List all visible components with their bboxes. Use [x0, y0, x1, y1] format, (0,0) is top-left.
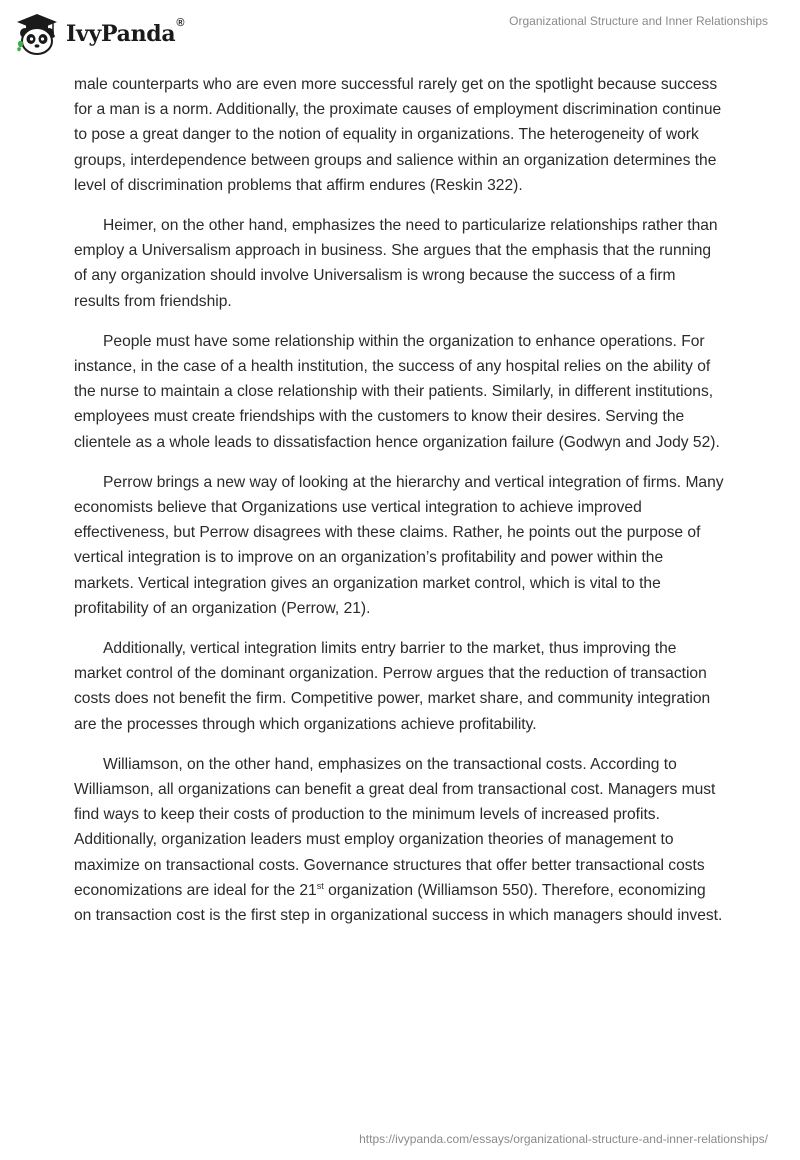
page-header: [0, 0, 800, 70]
essay-body: [74, 72, 724, 943]
paragraph-text: Williamson, on the other hand, emphasizes on the transactional costs. According to Williamson, all organizations can benefit a great deal from transactional cost. Managers must find ways to keep their costs of production to the minimum levels of increased profits. Additionally, organization leaders must employ organization theories of management to maximize on transactional costs. Governance structures that offer better transactional costs economizations are ideal for the 21: [74, 755, 716, 899]
panda-graduation-cap-icon: [14, 11, 60, 57]
paragraph-text: male counterparts who are even more successful rarely get on the spotlight because success for a man is a norm. Additionally, the proximate causes of employment discrimination continue to pose a great danger to the notion of equality in organizations. The heterogeneity of work groups, interdependence between groups and salience within an organization determines the level of discrimination problems that affirm endures (Reskin 322).: [74, 76, 722, 194]
registered-mark: ®: [176, 17, 185, 29]
ordinal-suffix: st: [316, 880, 324, 891]
body-paragraph: [74, 752, 724, 928]
paragraph-text: organization (Williamson 550). Therefore, economizing on transaction cost is the first step in organizational success in which managers should invest.: [74, 881, 723, 925]
paragraph-text: Additionally, vertical integration limits entry barrier to the market, thus improving the market control of the dominant organization. Perrow argues that the reduction of transaction costs does not benefit the firm. Competitive power, market share, and community integration are the processes through which organizations achieve profitability.: [74, 640, 711, 733]
brand-name: IvyPanda®: [66, 17, 185, 47]
ivypanda-logo[interactable]: [14, 10, 204, 58]
document-title: Organizational Structure and Inner Relationships: [509, 14, 768, 28]
source-url[interactable]: https://ivypanda.com/essays/organizational-structure-and-inner-relationships/: [359, 1132, 768, 1146]
body-paragraph: [74, 72, 724, 198]
body-paragraph: [74, 329, 724, 455]
paragraph-text: Perrow brings a new way of looking at the hierarchy and vertical integration of firms. Many economists believe that Organizations use vertical integration to achieve improved effectiveness, but Perrow disagrees with these claims. Rather, he points out the purpose of vertical integration is to improve on an organization’s profitability and power within the markets. Vertical integration gives an organization market control, which is vital to the profitability of an organization (Perrow, 21).: [74, 473, 724, 617]
body-paragraph: [74, 636, 724, 737]
body-paragraph: [74, 470, 724, 621]
paragraph-text: People must have some relationship within the organization to enhance operations. For instance, in the case of a health institution, the success of any hospital relies on the ability of the nurse to maintain a close relationship with their patients. Similarly, in different institutions, employees must create friendships with the customers to know their desires. Serving the clientele as a whole leads to dissatisfaction hence organization failure (Godwyn and Jody 52).: [74, 332, 720, 451]
paragraph-text: Heimer, on the other hand, emphasizes the need to particularize relationships rather than employ a Universalism approach in business. She argues that the emphasis that the running of any organization should involve Universalism is wrong because the success of a firm results from friendship.: [74, 217, 718, 310]
body-paragraph: [74, 213, 724, 314]
